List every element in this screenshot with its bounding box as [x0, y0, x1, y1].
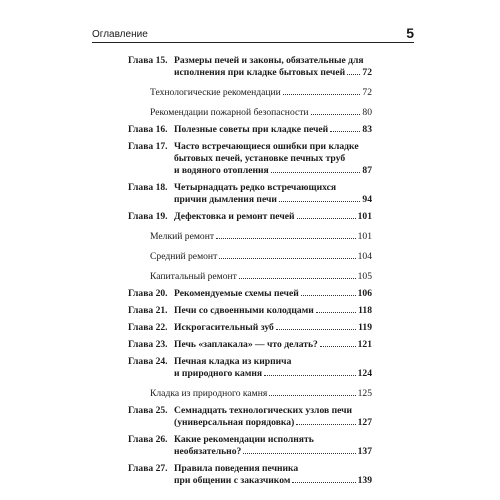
toc-chapter-entry: [128, 211, 372, 223]
running-title: Оглавление: [92, 29, 148, 40]
chapter-number: Глава 15.: [128, 55, 168, 66]
section-title: Мелкий ремонт: [150, 231, 215, 242]
toc-page-number: 101: [357, 231, 372, 242]
dot-leader: [243, 453, 355, 454]
chapter-title-line: Искрогасительный зуб: [174, 322, 274, 333]
dot-leader: [279, 201, 361, 202]
dot-leader: [269, 395, 355, 396]
chapter-number: Глава 23.: [128, 339, 168, 350]
toc-page-number: 72: [362, 87, 372, 98]
chapter-title-line: Печи со сдвоенными колодцами: [174, 305, 314, 316]
chapter-title-line: Семнадцать технологических узлов печи: [174, 405, 353, 416]
dot-leader: [276, 329, 356, 330]
chapter-title-line: исполнения при кладке бытовых печей: [174, 67, 346, 78]
toc-page-number: 72: [362, 67, 372, 78]
chapter-title-line: при общении с заказчиком: [174, 475, 291, 486]
toc-chapter-entry: [128, 55, 372, 79]
dot-leader: [239, 278, 356, 279]
chapter-title-line: Четырнадцать редко встречающихся: [174, 182, 337, 193]
toc-chapter-entry: [128, 339, 372, 351]
toc-chapter-entry: [128, 434, 372, 458]
dot-leader: [316, 312, 356, 313]
toc-section-entry: [128, 271, 372, 283]
toc-chapter-entry: [128, 141, 372, 177]
toc-page-number: 106: [357, 288, 372, 299]
dot-leader: [301, 295, 356, 296]
toc-page-number: 124: [357, 368, 372, 379]
toc-page-number: 83: [362, 124, 372, 135]
toc-page-number: 87: [362, 165, 372, 176]
toc-chapter-entry: [128, 124, 372, 136]
dot-leader: [219, 258, 355, 259]
chapter-title-line: необязательно?: [174, 446, 242, 457]
page-number: 5: [406, 25, 414, 41]
toc-chapter-entry: [128, 463, 372, 487]
toc-page-number: 94: [362, 194, 372, 205]
dot-leader: [264, 375, 356, 376]
chapter-title-line: Печная кладка из кирпича: [174, 356, 292, 367]
section-title: Кладка из природного камня: [150, 388, 268, 399]
section-title: Капитальный ремонт: [150, 271, 237, 282]
toc-chapter-entry: [128, 356, 372, 380]
dot-leader: [271, 172, 361, 173]
chapter-number: Глава 16.: [128, 124, 168, 135]
section-title: Средний ремонт: [150, 251, 218, 262]
chapter-title-line: бытовых печей, установке печных труб: [174, 153, 346, 164]
chapter-title-line: Полезные советы при кладке печей: [174, 124, 329, 135]
chapter-title-line: причин дымления печи: [174, 194, 277, 205]
chapter-title-line: Размеры печей и законы, обязательные для: [174, 55, 364, 66]
toc-page-number: 139: [357, 475, 372, 486]
toc-page-number: 137: [357, 446, 372, 457]
toc-page-number: 125: [357, 388, 372, 399]
chapter-number: Глава 27.: [128, 463, 168, 474]
toc-page-number: 101: [357, 211, 372, 222]
toc-page-number: 121: [357, 339, 372, 350]
section-title: Рекомендации пожарной безопасности: [150, 107, 309, 118]
toc-page-number: 80: [362, 107, 372, 118]
chapter-number: Глава 25.: [128, 405, 168, 416]
dot-leader: [330, 131, 360, 132]
toc-page-number: 105: [357, 271, 372, 282]
toc-page-number: 127: [357, 417, 372, 428]
dot-leader: [292, 482, 355, 483]
toc-page-number: 119: [358, 322, 372, 333]
dot-leader: [347, 74, 360, 75]
table-of-contents: [128, 55, 372, 487]
chapter-number: Глава 26.: [128, 434, 168, 445]
chapter-title-line: Часто встречающиеся ошибки при кладке: [174, 141, 359, 152]
chapter-title-line: и природного камня: [174, 368, 263, 379]
chapter-number: Глава 18.: [128, 182, 168, 193]
dot-leader: [216, 238, 356, 239]
chapter-title-line: Рекомендуемые схемы печей: [174, 288, 299, 299]
chapter-number: Глава 24.: [128, 356, 168, 367]
chapter-number: Глава 19.: [128, 211, 168, 222]
toc-page-number: 118: [358, 305, 372, 316]
toc-page-number: 104: [357, 251, 372, 262]
chapter-title-line: Какие рекомендации исполнять: [174, 434, 314, 445]
chapter-number: Глава 21.: [128, 305, 168, 316]
chapter-number: Глава 20.: [128, 288, 168, 299]
dot-leader: [311, 114, 361, 115]
toc-chapter-entry: [128, 288, 372, 300]
running-head: [92, 25, 414, 41]
header-rule: [92, 42, 414, 43]
chapter-title-line: Дефектовка и ремонт печей: [174, 211, 295, 222]
chapter-number: Глава 17.: [128, 141, 168, 152]
chapter-number: Глава 22.: [128, 322, 168, 333]
toc-chapter-entry: [128, 305, 372, 317]
chapter-title-line: (универсальная порядовка): [174, 417, 295, 428]
chapter-title-line: Правила поведения печника: [174, 463, 299, 474]
toc-chapter-entry: [128, 182, 372, 206]
dot-leader: [283, 94, 361, 95]
toc-chapter-entry: [128, 405, 372, 429]
dot-leader: [296, 424, 355, 425]
toc-chapter-entry: [128, 322, 372, 334]
section-title: Технологические рекомендации: [150, 87, 281, 98]
chapter-title-line: Печь «заплакала» — что делать?: [174, 339, 318, 350]
toc-section-entry: [128, 107, 372, 119]
toc-section-entry: [128, 87, 372, 99]
toc-section-entry: [128, 251, 372, 263]
dot-leader: [297, 218, 356, 219]
toc-section-entry: [128, 388, 372, 400]
dot-leader: [320, 346, 356, 347]
toc-section-entry: [128, 231, 372, 243]
chapter-title-line: и водяного отопления: [174, 165, 269, 176]
